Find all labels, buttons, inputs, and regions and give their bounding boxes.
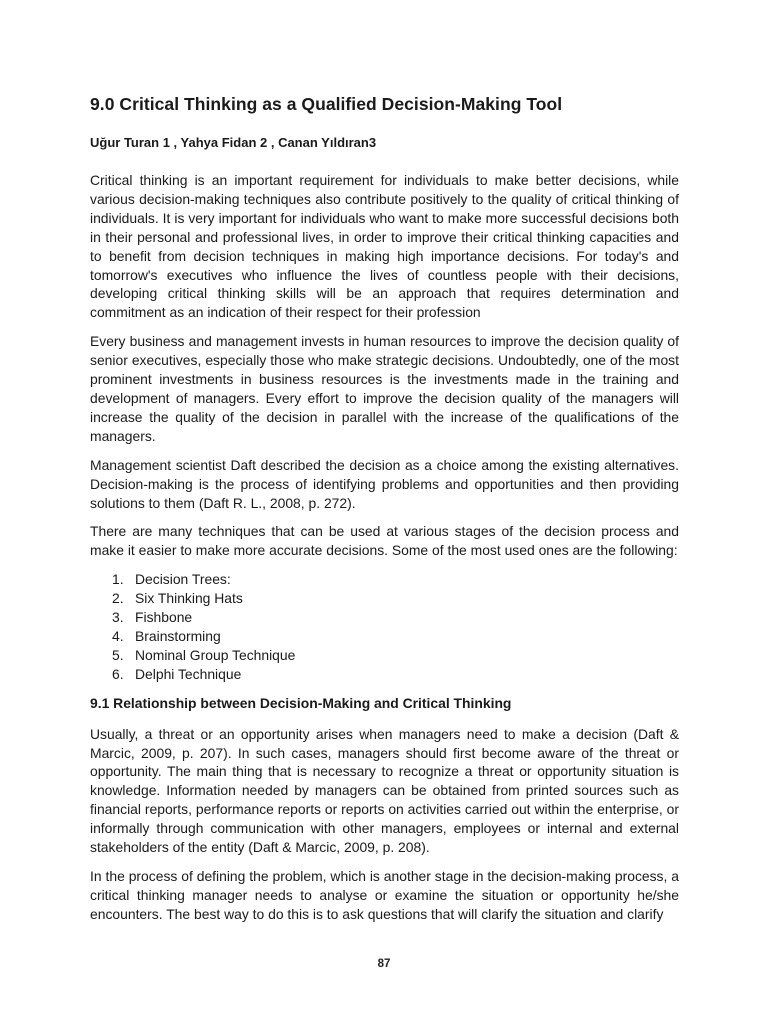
paragraph-threat-opportunity: Usually, a threat or an opportunity arises when managers need to make a decision (Daft & Marcic, 2009, p. 207). In such cases, managers should first become aware of the threat or opportunity. The main thing that is necessary to recognize a threat or opportunity situation is knowledge. Information needed by managers can be obtained from printed sources such as financial reports, performance reports or reports on activities carried out within the enterprise, or informally through communication with other managers, employees or internal and external stakeholders of the entity (Daft & Marcic, 2009, p. 208). (90, 725, 679, 856)
list-item (112, 627, 679, 646)
list-item-number: 1. (112, 571, 124, 588)
list-item (112, 646, 679, 665)
list-item (112, 608, 679, 627)
list-item-number: 2. (112, 590, 124, 607)
list-item-label: Delphi Technique (135, 665, 242, 682)
list-item-label: Fishbone (135, 609, 193, 626)
paragraph-intro: Critical thinking is an important requirement for individuals to make better decisions, while various decision-making techniques also contribute positively to the quality of critical thinking of individuals. It is very important for individuals who want to make more successful decisions both in their personal and professional lives, in order to improve their critical thinking capacities and to benefit from decision techniques in making high importance decisions. For today's and tomorrow's executives who influence the lives of countless people with their decisions, developing critical thinking skills will be an approach that requires determination and commitment as an indication of their respect for their profession (90, 172, 679, 321)
list-item-label: Six Thinking Hats (135, 590, 243, 607)
list-item-number: 4. (112, 627, 124, 644)
list-item-number: 5. (112, 646, 124, 663)
techniques-list (90, 570, 679, 683)
document-page (90, 92, 679, 934)
list-item-number: 3. (112, 609, 124, 626)
paragraph-definition: Management scientist Daft described the decision as a choice among the existing alternatives. Decision-making is the process of identifying problems and opportunities and then providing solutions to them (Daft R. L., 2008, p. 272). (90, 456, 679, 511)
list-item (112, 589, 679, 608)
chapter-title: 9.0 Critical Thinking as a Qualified Decision-Making Tool (90, 94, 563, 114)
page-number: 87 (377, 958, 391, 970)
list-item-label: Decision Trees: (135, 571, 231, 588)
list-item (112, 570, 679, 589)
section-heading: 9.1 Relationship between Decision-Making and Critical Thinking (90, 694, 512, 711)
list-item-label: Brainstorming (135, 627, 221, 644)
list-item-label: Nominal Group Technique (135, 646, 296, 663)
list-item (112, 665, 679, 684)
paragraph-defining-problem: In the process of defining the problem, which is another stage in the decision-making process, a critical thinking manager needs to analyse or examine the situation or opportunity he/she encounters. The best way to do this is to ask questions that will clarify the situation and clarify (90, 868, 679, 922)
paragraph-techniques-intro: There are many techniques that can be used at various stages of the decision process and make it easier to make more accurate decisions. Some of the most used ones are the following: (90, 523, 679, 559)
paragraph-investment: Every business and management invests in human resources to improve the decision quality of senior executives, especially those who make strategic decisions. Undoubtedly, one of the most prominent investments in business resources is the investments made in the training and development of managers. Every effort to improve the decision quality of the managers will increase the quality of the decision in parallel with the increase of the qualifications of the managers. (90, 333, 679, 444)
author-line: Uğur Turan 1 , Yahya Fidan 2 , Canan Yıldıran3 (90, 135, 377, 150)
list-item-number: 6. (112, 665, 124, 682)
